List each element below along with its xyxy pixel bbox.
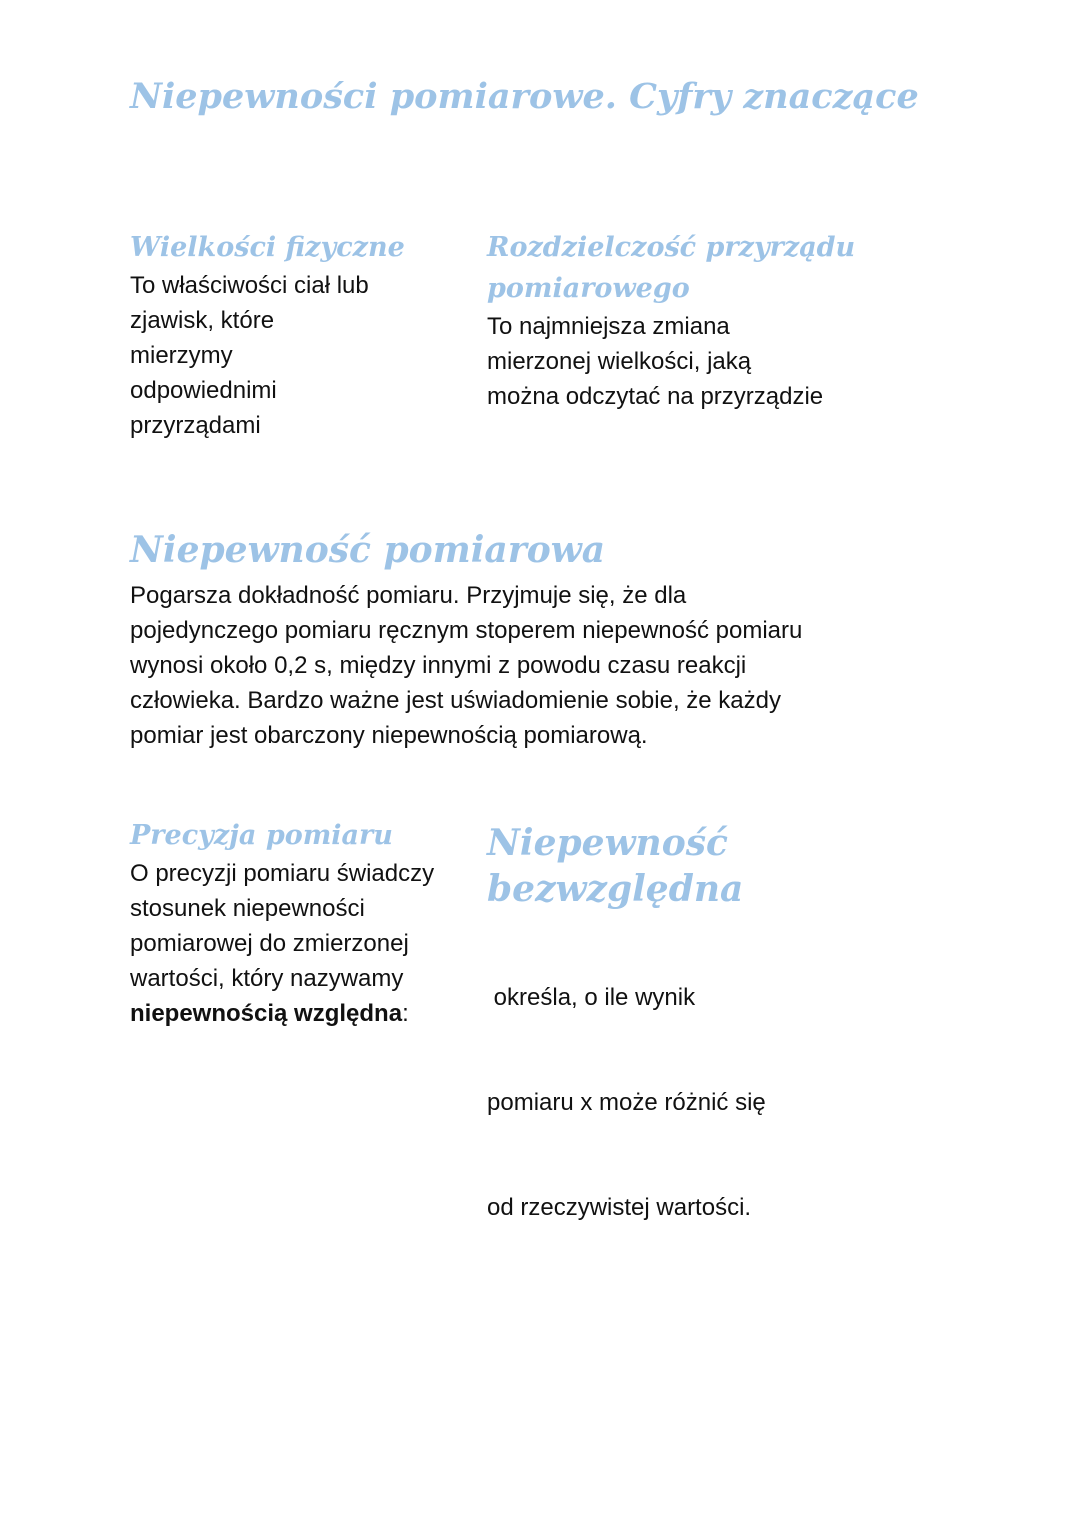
- text-line: od rzeczywistej wartości.: [487, 1194, 752, 1221]
- heading-niepewnosc-bezwzgledna: [487, 820, 743, 912]
- text-rozdzielczosc: [487, 309, 823, 414]
- text-line: można odczytać na przyrządzie: [487, 383, 824, 410]
- text-line: pomiarowej do zmierzonej: [130, 930, 409, 957]
- text-line: odpowiednimi: [130, 377, 277, 404]
- text-line: mierzonej wielkości, jaką: [487, 348, 752, 375]
- text-line: To właściwości ciał lub: [130, 272, 369, 299]
- text-line: człowieka. Bardzo ważne jest uświadomienie sobie, że każdy: [130, 687, 781, 714]
- text-line: zjawisk, które: [130, 307, 275, 334]
- heading-line: bezwzględna: [487, 868, 744, 910]
- text-niepewnosc-pomiarowa: [130, 578, 802, 753]
- heading-rozdzielczosc: [487, 227, 855, 309]
- heading-wielkosci-fizyczne: Wielkości fizyczne: [130, 232, 405, 263]
- heading-precyzja-pomiaru: Precyzja pomiaru: [130, 820, 393, 851]
- text-line: Pogarsza dokładność pomiaru. Przyjmuje się, że dla: [130, 582, 687, 609]
- heading-niepewnosc-pomiarowa: Niepewność pomiarowa: [130, 529, 606, 571]
- heading-line: Niepewność: [487, 822, 728, 864]
- text-niepewnosc-bezwzgledna: [487, 910, 766, 1260]
- text-line: mierzymy: [130, 342, 233, 369]
- text-line: O precyzji pomiaru świadczy: [130, 860, 435, 887]
- text-line: [130, 996, 434, 1031]
- text-wielkosci-fizyczne: [130, 268, 369, 443]
- text-line: pomiaru x może różnić się: [487, 1089, 766, 1116]
- text-line: pojedynczego pomiaru ręcznym stoperem niepewność pomiaru: [130, 617, 803, 644]
- bold-term: niepewnością względna: [130, 1000, 403, 1027]
- heading-line: Rozdzielczość przyrządu: [487, 232, 856, 263]
- colon: :: [402, 1000, 409, 1027]
- text-precyzja-pomiaru: [130, 856, 434, 1031]
- text-line: wynosi około 0,2 s, między innymi z powodu czasu reakcji: [130, 652, 747, 679]
- text-line: określa, o ile wynik: [487, 984, 696, 1011]
- text-line: pomiar jest obarczony niepewnością pomiarową.: [130, 722, 648, 749]
- heading-line: pomiarowego: [487, 273, 690, 304]
- text-line: stosunek niepewności: [130, 895, 365, 922]
- text-line: wartości, który nazywamy: [130, 965, 404, 992]
- text-line: przyrządami: [130, 412, 261, 439]
- page-title: Niepewności pomiarowe. Cyfry znaczące: [130, 76, 919, 117]
- text-line: To najmniejsza zmiana: [487, 313, 730, 340]
